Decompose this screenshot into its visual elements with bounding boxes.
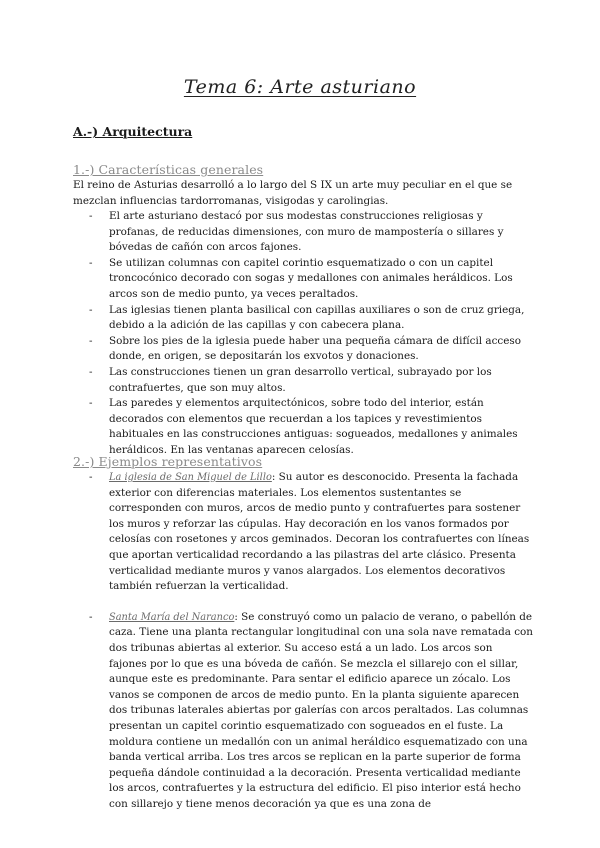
example-text: : Su autor es desconocido. Presenta la fachada exterior con diferencias materiales. Los elementos sustentantes se corresponden con muros, arcos de medio punto y contrafuertes para sostener los muros y reforzar las cúpulas. Hay decoración en los vanos formados por celosías con rosetones y arcos geminados. Decoran los contrafuertes con líneas que aportan verticalidad recordando a las pilastras del arte clásico. Presenta verticalidad mediante muros y vanos alargados. Los elementos decorativos también refuerzan la verticalidad. xyxy=(109,471,530,593)
example-item-san-miguel-de-lillo xyxy=(73,470,533,595)
list-item xyxy=(73,209,533,256)
example-item-santa-maria-del-naranco xyxy=(73,610,533,813)
list-item-text: Sobre los pies de la iglesia puede haber una pequeña cámara de difícil acceso donde, en origen, se depositarán los exvotos y donaciones. xyxy=(109,334,521,363)
list-item-text: Las paredes y elementos arquitectónicos, sobre todo del interior, están decorados con elementos que recuerdan a los tapices y revestimientos habituales en las construcciones antiguas: sogueados, medallones y animales heráldicos. En las ventanas aparecen celosías. xyxy=(109,397,518,456)
bullet-dash: - xyxy=(89,471,93,483)
list-item xyxy=(73,365,533,396)
subsection-heading-ejemplos: 2.-) Ejemplos representativos xyxy=(73,454,263,469)
document-title: Tema 6: Arte asturiano xyxy=(183,76,417,98)
list-item-text: El arte asturiano destacó por sus modestas construcciones religiosas y profanas, de reducidas dimensiones, con muro de mampostería o sillares y bóvedas de cañón con arcos fajones. xyxy=(109,210,504,254)
section-heading-arquitectura: A.-) Arquitectura xyxy=(73,124,193,139)
bullet-dash: - xyxy=(89,210,93,222)
intro-paragraph: El reino de Asturias desarrolló a lo largo del S IX un arte muy peculiar en el que se mezclan influencias tardorromanas, visigodas y carolingias. xyxy=(73,179,513,207)
bullet-dash: - xyxy=(89,365,93,378)
bullet-dash: - xyxy=(89,397,93,410)
list-item xyxy=(73,256,533,303)
list-item-text: Las construcciones tienen un gran desarrollo vertical, subrayado por los contrafuertes, que son muy altos. xyxy=(109,365,492,394)
caracteristicas-list xyxy=(73,209,533,459)
bullet-dash: - xyxy=(89,303,93,316)
bullet-dash: - xyxy=(89,256,93,269)
ejemplos-list xyxy=(73,470,533,812)
subsection-heading-caracteristicas: 1.-) Características generales xyxy=(73,162,264,177)
list-item-text: Se utilizan columnas con capitel corintio esquematizado o con un capitel troncocónico decorado con sogas y medallones con animales heráldicos. Los arcos son de medio punto, ya veces peraltados. xyxy=(109,256,513,300)
example-text: : Se construyó como un palacio de verano, o pabellón de caza. Tiene una planta rectangular longitudinal con una sola nave rematada con dos tribunas abiertas al exterior. Su acceso está a un lado. Los arcos son fajones por lo que es una bóveda de cañón. Se mezcla el sillarejo con el sillar, aunque este es predominante. Para sentar el edificio aparece un zócalo. Los vanos se componen de arcos de medio punto. En la planta siguiente aparecen dos tribunas laterales abiertas por galerías con arcos peraltados. Las columnas presentan un capitel corintio esquematizado con sogueados en el fuste. La moldura contiene un medallón con un animal heráldico esquematizado con una banda vertical arriba. Los tres arcos se replican en la parte superior de forma pequeña dándole continuidad a la decoración. Presenta verticalidad mediante los arcos, contrafuertes y la estructura del edificio. El piso interior está hecho con sillarejo y tiene menos decoración ya que es una zona de xyxy=(109,610,534,810)
list-item-text: Las iglesias tienen planta basilical con capillas auxiliares o son de cruz griega, debido a la adición de las capillas y con cabecera plana. xyxy=(109,303,525,332)
bullet-dash: - xyxy=(89,334,93,347)
list-item xyxy=(73,396,533,458)
list-item xyxy=(73,334,533,365)
list-item xyxy=(73,303,533,334)
example-name: Santa María del Naranco xyxy=(109,611,235,623)
example-name: La iglesia de San Miguel de Lillo xyxy=(109,472,272,483)
bullet-dash: - xyxy=(89,610,93,623)
